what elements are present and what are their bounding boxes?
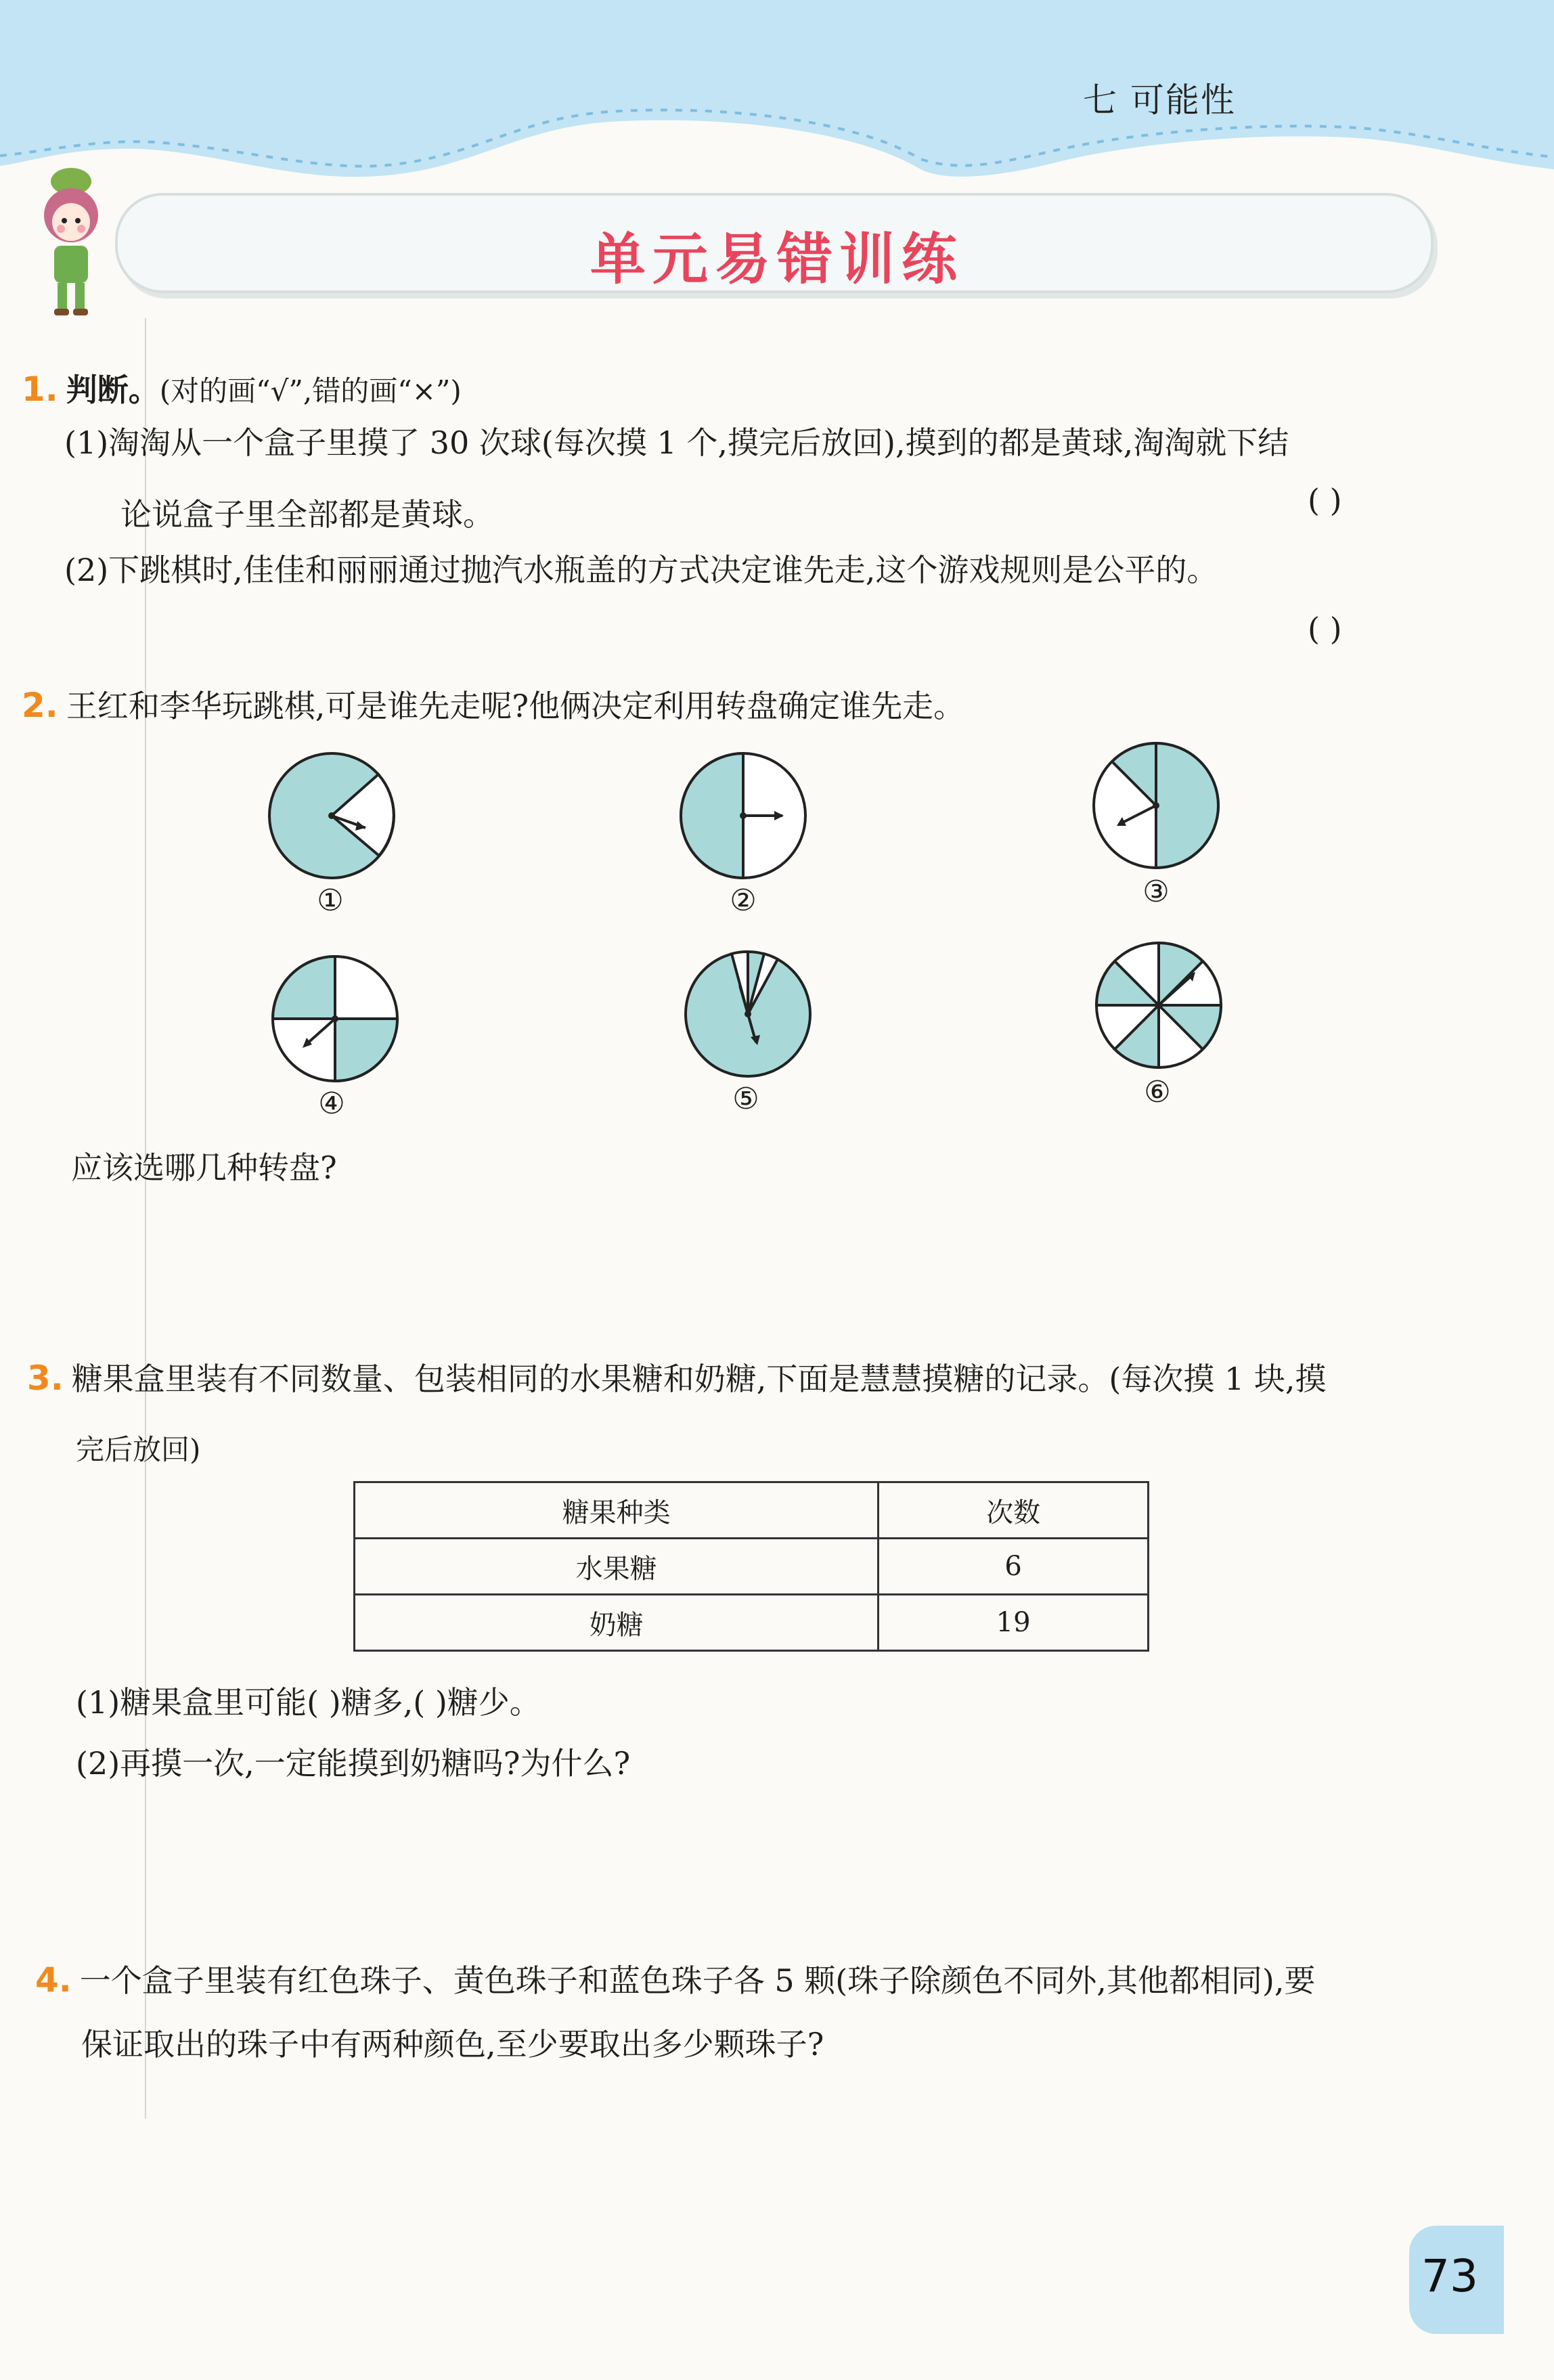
candy-record-table — [353, 1481, 1149, 1652]
q1-item2: (2)下跳棋时,佳佳和丽丽通过抛汽水瓶盖的方式决定谁先走,这个游戏规则是公平的。 — [64, 552, 1218, 588]
q2-heading — [22, 685, 964, 726]
table-header-row — [355, 1482, 1149, 1539]
q1-item1-line2: 论说盒子里全部都是黄球。 — [120, 496, 494, 533]
header-band — [0, 0, 1554, 223]
spinner-2[interactable] — [675, 748, 811, 883]
table-cell-count: 19 — [879, 1595, 1149, 1651]
spinner-4[interactable] — [267, 951, 403, 1086]
table-cell-candy-type: 水果糖 — [355, 1539, 879, 1595]
q3-line1: 糖果盒里装有不同数量、包装相同的水果糖和奶糖,下面是慧慧摸糖的记录。(每次摸 1 块,摸 — [71, 1361, 1327, 1397]
q1-item1-answer-blank[interactable]: ( ) — [1308, 482, 1342, 519]
chapter-heading: 七 可能性 — [1083, 81, 1236, 120]
q2-question: 应该选哪几种转盘? — [71, 1149, 337, 1186]
spinner-4-label: ④ — [318, 1086, 345, 1121]
q3-heading — [27, 1358, 1327, 1399]
q2-text: 王红和李华玩跳棋,可是谁先走呢?他俩决定利用转盘确定谁先走。 — [66, 688, 965, 724]
table-row — [355, 1595, 1149, 1651]
spinner-3[interactable] — [1088, 738, 1224, 873]
q4-heading — [35, 1960, 1315, 2001]
q1-heading — [22, 369, 462, 412]
q1-label: 判断。 — [66, 372, 160, 408]
q3-number: 3. — [27, 1359, 64, 1398]
spinner-1-label: ① — [317, 883, 344, 918]
q1-number: 1. — [22, 370, 58, 409]
table-cell-candy-type: 奶糖 — [355, 1595, 879, 1651]
spinner-5[interactable] — [680, 946, 816, 1082]
page-number: 73 — [1421, 2250, 1478, 2302]
spinner-6-label: ⑥ — [1144, 1075, 1171, 1109]
table-row — [355, 1539, 1149, 1595]
page-title: 单元易错训练 — [590, 227, 964, 292]
spinner-2-label: ② — [730, 883, 757, 918]
q3-sub1: (1)糖果盒里可能( )糖多,( )糖少。 — [76, 1684, 541, 1721]
spinner-1[interactable] — [264, 748, 399, 883]
spinner-6[interactable] — [1091, 938, 1226, 1073]
page-number-tab — [1409, 2226, 1504, 2334]
table-cell-count: 6 — [879, 1539, 1149, 1595]
q3-sub2: (2)再摸一次,一定能摸到奶糖吗?为什么? — [76, 1745, 631, 1782]
table-header-count: 次数 — [879, 1482, 1149, 1539]
q3-line2: 完后放回) — [76, 1433, 201, 1466]
q1-item1-line1: (1)淘淘从一个盒子里摸了 30 次球(每次摸 1 个,摸完后放回),摸到的都是黄球,淘淘就下结 — [64, 424, 1289, 461]
q4-line2: 保证取出的珠子中有两种颜色,至少要取出多少颗珠子? — [81, 2026, 824, 2063]
q1-instruction: (对的画“√”,错的画“×”) — [159, 374, 462, 407]
spinner-3-label: ③ — [1142, 875, 1170, 909]
q4-number: 4. — [35, 1960, 72, 2000]
table-header-candy-type: 糖果种类 — [355, 1482, 879, 1539]
q4-line1: 一个盒子里装有红色珠子、黄色珠子和蓝色珠子各 5 颗(珠子除颜色不同外,其他都相同),要 — [79, 1962, 1316, 1999]
spinner-5-label: ⑤ — [732, 1082, 759, 1116]
q1-item2-answer-blank[interactable]: ( ) — [1308, 611, 1342, 647]
q2-number: 2. — [22, 686, 58, 725]
